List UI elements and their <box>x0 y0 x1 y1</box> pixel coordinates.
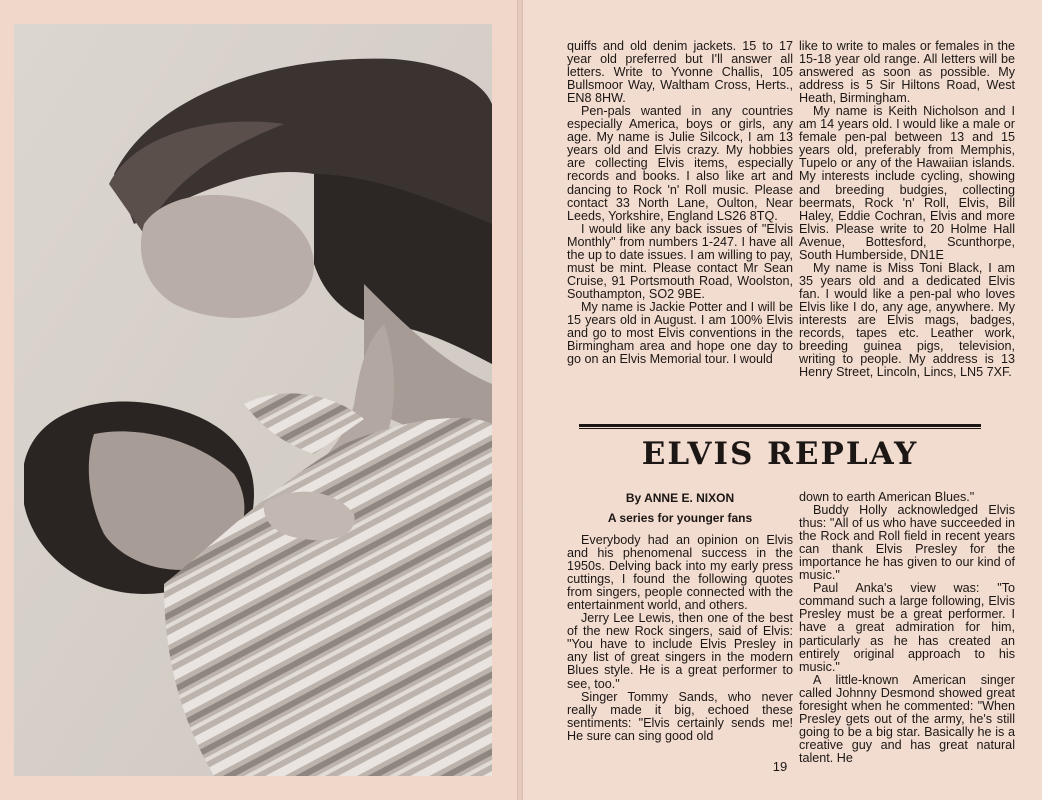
article-paragraph: A little-known American singer called Johnny Desmond showed great foresight when he commented: "When Presley gets out of the army, he's still going to be a big star. Basically he is a creative guy and has great natural talent. He <box>799 672 1015 765</box>
pen-pal-letter: I would like any back issues of "Elvis Monthly" from numbers 1-247. I have all the up to date issues. I am willing to pay, must be mint. Please contact Mr Sean Cruise, 91 Portsmouth Road, Woolston, Southampton, SO2 9BE. <box>567 221 793 301</box>
article-column-1 <box>567 534 793 743</box>
pen-pals-column-1 <box>567 40 793 366</box>
article-headline: ELVIS REPLAY <box>641 436 919 472</box>
article-series-note: A series for younger fans <box>607 511 753 525</box>
pen-pal-letter: My name is Jackie Potter and I will be 15 years old in August. I am 100% Elvis and go to most Elvis conventions in the Birmingham area and hope one day to go on an Elvis Memorial tour. I would <box>567 299 793 367</box>
photo-couple-icon <box>14 24 492 776</box>
page-number: 19 <box>772 759 788 774</box>
pen-pal-letter: My name is Keith Nicholson and I am 14 years old. I would like a male or female pen-pal between 13 and 15 years old, preferably from Memphis, Tupelo or any of the Hawaiian islands. My interests include cycling, showing and breeding budgies, collecting beermats, Rock 'n' Roll, Elvis, Bill Haley, Eddie Cochran, Elvis and more Elvis. Please write to 20 Holme Hall Avenue, Bottesford, Scunthorpe, South Humberside, DN1E <box>799 104 1015 262</box>
headline-rule-thin <box>579 428 981 429</box>
pen-pals-column-2 <box>799 40 1015 379</box>
article-paragraph: Buddy Holly acknowledged Elvis thus: "All of us who have succeeded in the Rock and Roll field in recent years can thank Elvis Presley for the importance he has given to our kind of music." <box>799 503 1015 583</box>
pen-pal-letter: Pen-pals wanted in any countries especially America, boys or girls, any age. My name is Julie Silcock, I am 13 years old and Elvis crazy. My hobbies are collecting Elvis items, especially records and books. I also like art and dancing to Rock 'n' Roll music. Please contact 33 North Lane, Oulton, Near Leeds, Yorkshire, England LS26 8TQ. <box>567 104 793 223</box>
article-byline: By ANNE E. NIXON <box>625 491 735 505</box>
page-spine <box>517 0 523 800</box>
photo-couple <box>14 24 492 776</box>
headline-rule <box>579 424 981 427</box>
article-paragraph: Paul Anka's view was: "To command such a large following, Elvis Presley must be a great performer. I have a great admiration for him, particularly as he has created an entirely original approach to his music." <box>799 581 1015 674</box>
article-paragraph: Singer Tommy Sands, who never really made it big, echoed these sentiments: "Elvis certainly sends me! He sure can sing good old <box>567 689 793 743</box>
article-paragraph: down to earth American Blues." <box>799 490 975 504</box>
pen-pal-letter: My name is Miss Toni Black, I am 35 years old and a dedicated Elvis fan. I would like a pen-pal who loves Elvis like I do, any age, anywhere. My interests are Elvis mags, badges, records, tapes etc. Leather work, breeding guinea pigs, television, writing to people. My address is 13 Henry Street, Lincoln, Lincs, LN5 7XF. <box>799 260 1015 380</box>
article-paragraph: Jerry Lee Lewis, then one of the best of the new Rock singers, said of Elvis: "You have to include Elvis Presley in any list of great singers in the modern Blues style. He is a great performer to see, too." <box>567 611 793 691</box>
pen-pal-letter: like to write to males or females in the 15-18 year old range. All letters will be answered as soon as possible. My address is 5 Sir Hiltons Road, West Heath, Birmingham. <box>799 39 1015 106</box>
article-column-2 <box>799 491 1015 765</box>
pen-pal-letter: quiffs and old denim jackets. 15 to 17 year old preferred but I'll answer all letters. Write to Yvonne Challis, 105 Bullsmoor Way, Waltham Cross, Herts., EN8 8HW. <box>567 39 793 106</box>
article-paragraph: Everybody had an opinion on Elvis and his phenomenal success in the 1950s. Delving back into my early press cuttings, I found the following quotes from singers, people connected with the entertainment world, and others. <box>567 533 793 613</box>
